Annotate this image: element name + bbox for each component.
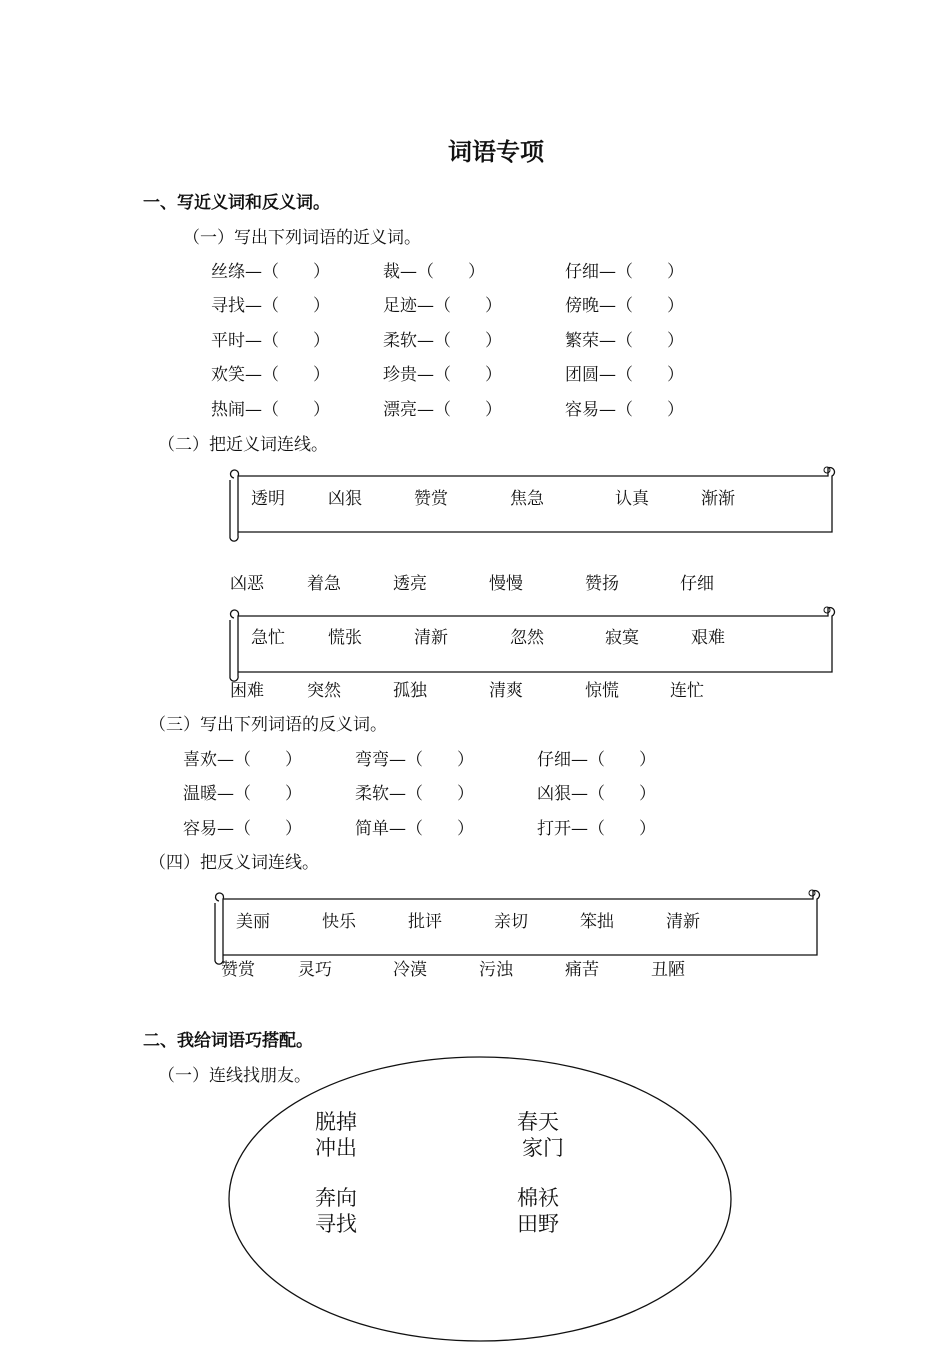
antonym-item: 柔软—（ ）: [355, 784, 474, 804]
antonym-item: 打开—（ ）: [537, 819, 656, 839]
row2-word: 清爽: [489, 681, 523, 701]
row1-word: 慢慢: [489, 574, 523, 594]
row3-word: 灵巧: [298, 960, 332, 980]
match-left-word: 奔向: [315, 1186, 357, 1210]
synonym-item: 珍贵—（ ）: [383, 365, 502, 385]
match-right-word: 棉袄: [517, 1186, 559, 1210]
synonym-item: 寻找—（ ）: [211, 296, 330, 316]
part-3-heading: （三）写出下列词语的反义词。: [149, 715, 387, 735]
box2-word: 艰难: [691, 628, 725, 648]
box2-word: 慌张: [328, 628, 362, 648]
synonym-item: 柔软—（ ）: [383, 331, 502, 351]
box3-word: 笨拙: [580, 912, 614, 932]
synonym-item: 仔细—（ ）: [565, 262, 684, 282]
box2-word: 忽然: [510, 628, 544, 648]
synonym-item: 裁—（ ）: [383, 262, 485, 282]
match-right-word: 田野: [517, 1212, 559, 1236]
synonym-item: 漂亮—（ ）: [383, 400, 502, 420]
antonym-item: 容易—（ ）: [183, 819, 302, 839]
row2-word: 孤独: [393, 681, 427, 701]
synonym-item: 足迹—（ ）: [383, 296, 502, 316]
match-right-word: 家门: [522, 1136, 564, 1160]
match-left-word: 冲出: [315, 1136, 357, 1160]
box1-word: 凶狠: [328, 489, 362, 509]
row2-word: 惊慌: [585, 681, 619, 701]
synonym-item: 团圆—（ ）: [565, 365, 684, 385]
antonym-item: 凶狠—（ ）: [537, 784, 656, 804]
row1-word: 着急: [307, 574, 341, 594]
row3-word: 冷漠: [393, 960, 427, 980]
box3-word: 清新: [666, 912, 700, 932]
part-2-1-heading: （一）连线找朋友。: [158, 1066, 311, 1086]
box3-word: 亲切: [494, 912, 528, 932]
section-2-heading: 二、我给词语巧搭配。: [143, 1031, 313, 1051]
row3-word: 污浊: [479, 960, 513, 980]
matching-ellipse: [227, 1056, 735, 1346]
page-title: 词语专项: [448, 137, 544, 166]
box2-word: 清新: [414, 628, 448, 648]
synonym-item: 平时—（ ）: [211, 331, 330, 351]
match-left-word: 脱掉: [315, 1110, 357, 1134]
box1-word: 透明: [251, 489, 285, 509]
box1-word: 焦急: [510, 489, 544, 509]
row3-word: 赞赏: [221, 960, 255, 980]
synonym-item: 繁荣—（ ）: [565, 331, 684, 351]
box1-word: 渐渐: [701, 489, 735, 509]
box2-word: 寂寞: [605, 628, 639, 648]
part-2-heading: （二）把近义词连线。: [158, 435, 328, 455]
antonym-item: 喜欢—（ ）: [183, 750, 302, 770]
row3-word: 丑陋: [651, 960, 685, 980]
match-right-word: 春天: [517, 1110, 559, 1134]
box3-word: 批评: [408, 912, 442, 932]
row1-word: 凶恶: [230, 574, 264, 594]
section-1-heading: 一、写近义词和反义词。: [143, 193, 330, 213]
match-left-word: 寻找: [315, 1212, 357, 1236]
part-4-heading: （四）把反义词连线。: [149, 853, 319, 873]
row1-word: 透亮: [393, 574, 427, 594]
antonym-item: 仔细—（ ）: [537, 750, 656, 770]
row2-word: 突然: [307, 681, 341, 701]
antonym-item: 温暖—（ ）: [183, 784, 302, 804]
box3-word: 美丽: [236, 912, 270, 932]
antonym-item: 简单—（ ）: [355, 819, 474, 839]
synonym-item: 容易—（ ）: [565, 400, 684, 420]
box2-word: 急忙: [251, 628, 285, 648]
synonym-item: 丝绦—（ ）: [211, 262, 330, 282]
box1-word: 赞赏: [414, 489, 448, 509]
synonym-item: 热闹—（ ）: [211, 400, 330, 420]
box3-word: 快乐: [322, 912, 356, 932]
row3-word: 痛苦: [565, 960, 599, 980]
row2-word: 困难: [230, 681, 264, 701]
part-1-heading: （一）写出下列词语的近义词。: [183, 228, 421, 248]
synonym-item: 傍晚—（ ）: [565, 296, 684, 316]
row1-word: 赞扬: [585, 574, 619, 594]
synonym-item: 欢笑—（ ）: [211, 365, 330, 385]
antonym-item: 弯弯—（ ）: [355, 750, 474, 770]
box1-word: 认真: [615, 489, 649, 509]
row2-word: 连忙: [670, 681, 704, 701]
row1-word: 仔细: [680, 574, 714, 594]
